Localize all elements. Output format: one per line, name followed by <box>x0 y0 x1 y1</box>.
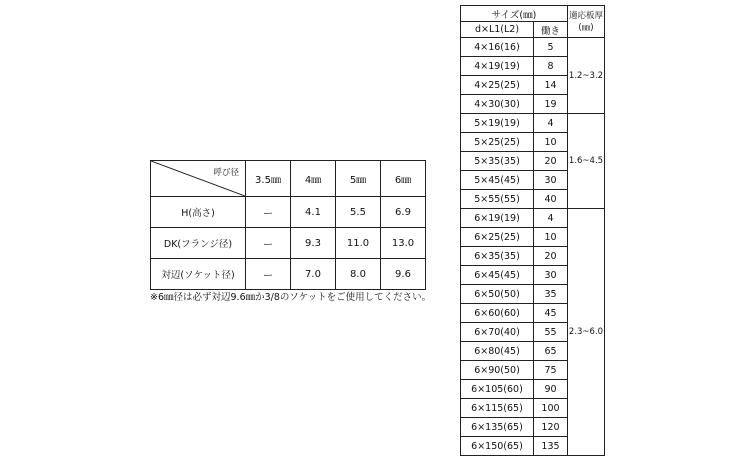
size-cell: 6×45(45) <box>461 266 534 285</box>
work-cell: 14 <box>534 76 568 95</box>
size-cell: 4×25(25) <box>461 76 534 95</box>
table-cell: 7.0 <box>291 259 336 290</box>
table-row <box>461 114 605 133</box>
size-cell: 6×150(65) <box>461 437 534 456</box>
work-cell: 30 <box>534 171 568 190</box>
spec-header-row <box>461 6 605 22</box>
size-cell: 6×80(45) <box>461 342 534 361</box>
size-cell: 6×105(60) <box>461 380 534 399</box>
nominal-diameter-label: 呼び径 <box>213 168 239 178</box>
work-cell: 20 <box>534 152 568 171</box>
work-cell: 10 <box>534 228 568 247</box>
spec-table-body <box>461 6 605 456</box>
column-header: 4㎜ <box>291 161 336 197</box>
row-label: H(高さ) <box>151 197 246 228</box>
table-row <box>461 38 605 57</box>
column-header: 6㎜ <box>381 161 426 197</box>
size-cell: 5×25(25) <box>461 133 534 152</box>
size-cell: 4×16(16) <box>461 38 534 57</box>
plate-thickness-header: 適応板厚 (㎜) <box>568 6 605 38</box>
work-cell: 30 <box>534 266 568 285</box>
usage-note: ※6㎜径は必ず対辺9.6㎜か3/8のソケットをご使用してください。 <box>150 292 432 303</box>
table-cell: 5.5 <box>336 197 381 228</box>
work-cell: 55 <box>534 323 568 342</box>
work-cell: 65 <box>534 342 568 361</box>
size-cell: 5×35(35) <box>461 152 534 171</box>
dimension-row-flange <box>151 228 426 259</box>
work-cell: 8 <box>534 57 568 76</box>
column-header: 3.5㎜ <box>246 161 291 197</box>
work-cell: 35 <box>534 285 568 304</box>
size-cell: 6×25(25) <box>461 228 534 247</box>
table-cell: 9.3 <box>291 228 336 259</box>
work-cell: 5 <box>534 38 568 57</box>
dxl-header: d×L1(L2) <box>461 22 534 38</box>
size-cell: 6×135(65) <box>461 418 534 437</box>
work-cell: 19 <box>534 95 568 114</box>
dimension-corner-cell <box>151 161 246 197</box>
row-label: 対辺(ソケット径) <box>151 259 246 290</box>
size-cell: 5×45(45) <box>461 171 534 190</box>
table-row <box>461 209 605 228</box>
size-cell: 5×55(55) <box>461 190 534 209</box>
work-cell: 75 <box>534 361 568 380</box>
size-cell: 6×50(50) <box>461 285 534 304</box>
work-cell: 40 <box>534 190 568 209</box>
table-cell: 8.0 <box>336 259 381 290</box>
size-cell: 6×115(65) <box>461 399 534 418</box>
size-cell: 6×60(60) <box>461 304 534 323</box>
table-cell: 9.6 <box>381 259 426 290</box>
size-cell: 6×19(19) <box>461 209 534 228</box>
table-cell: 11.0 <box>336 228 381 259</box>
size-cell: 6×90(50) <box>461 361 534 380</box>
work-cell: 4 <box>534 114 568 133</box>
plate-thickness-cell: 1.6~4.5 <box>568 114 605 209</box>
work-cell: 20 <box>534 247 568 266</box>
table-cell: ー <box>246 259 291 290</box>
dimension-row-socket <box>151 259 426 290</box>
work-cell: 90 <box>534 380 568 399</box>
column-header: 5㎜ <box>336 161 381 197</box>
size-cell: 4×30(30) <box>461 95 534 114</box>
plate-thickness-cell: 1.2~3.2 <box>568 38 605 114</box>
row-label: DK(フランジ径) <box>151 228 246 259</box>
size-cell: 6×35(35) <box>461 247 534 266</box>
work-cell: 45 <box>534 304 568 323</box>
size-header: サイズ(㎜) <box>461 6 568 22</box>
table-cell: ー <box>246 197 291 228</box>
dimension-table <box>150 160 426 290</box>
work-cell: 135 <box>534 437 568 456</box>
work-cell: 4 <box>534 209 568 228</box>
table-cell: ー <box>246 228 291 259</box>
work-cell: 120 <box>534 418 568 437</box>
work-cell: 100 <box>534 399 568 418</box>
table-cell: 6.9 <box>381 197 426 228</box>
spec-table <box>460 5 605 456</box>
work-header: 働き <box>534 22 568 38</box>
size-cell: 5×19(19) <box>461 114 534 133</box>
dimension-row-height <box>151 197 426 228</box>
table-cell: 13.0 <box>381 228 426 259</box>
work-cell: 10 <box>534 133 568 152</box>
plate-thickness-cell: 2.3~6.0 <box>568 209 605 456</box>
size-cell: 4×19(19) <box>461 57 534 76</box>
table-cell: 4.1 <box>291 197 336 228</box>
size-cell: 6×70(40) <box>461 323 534 342</box>
dimension-header-row <box>151 161 426 197</box>
